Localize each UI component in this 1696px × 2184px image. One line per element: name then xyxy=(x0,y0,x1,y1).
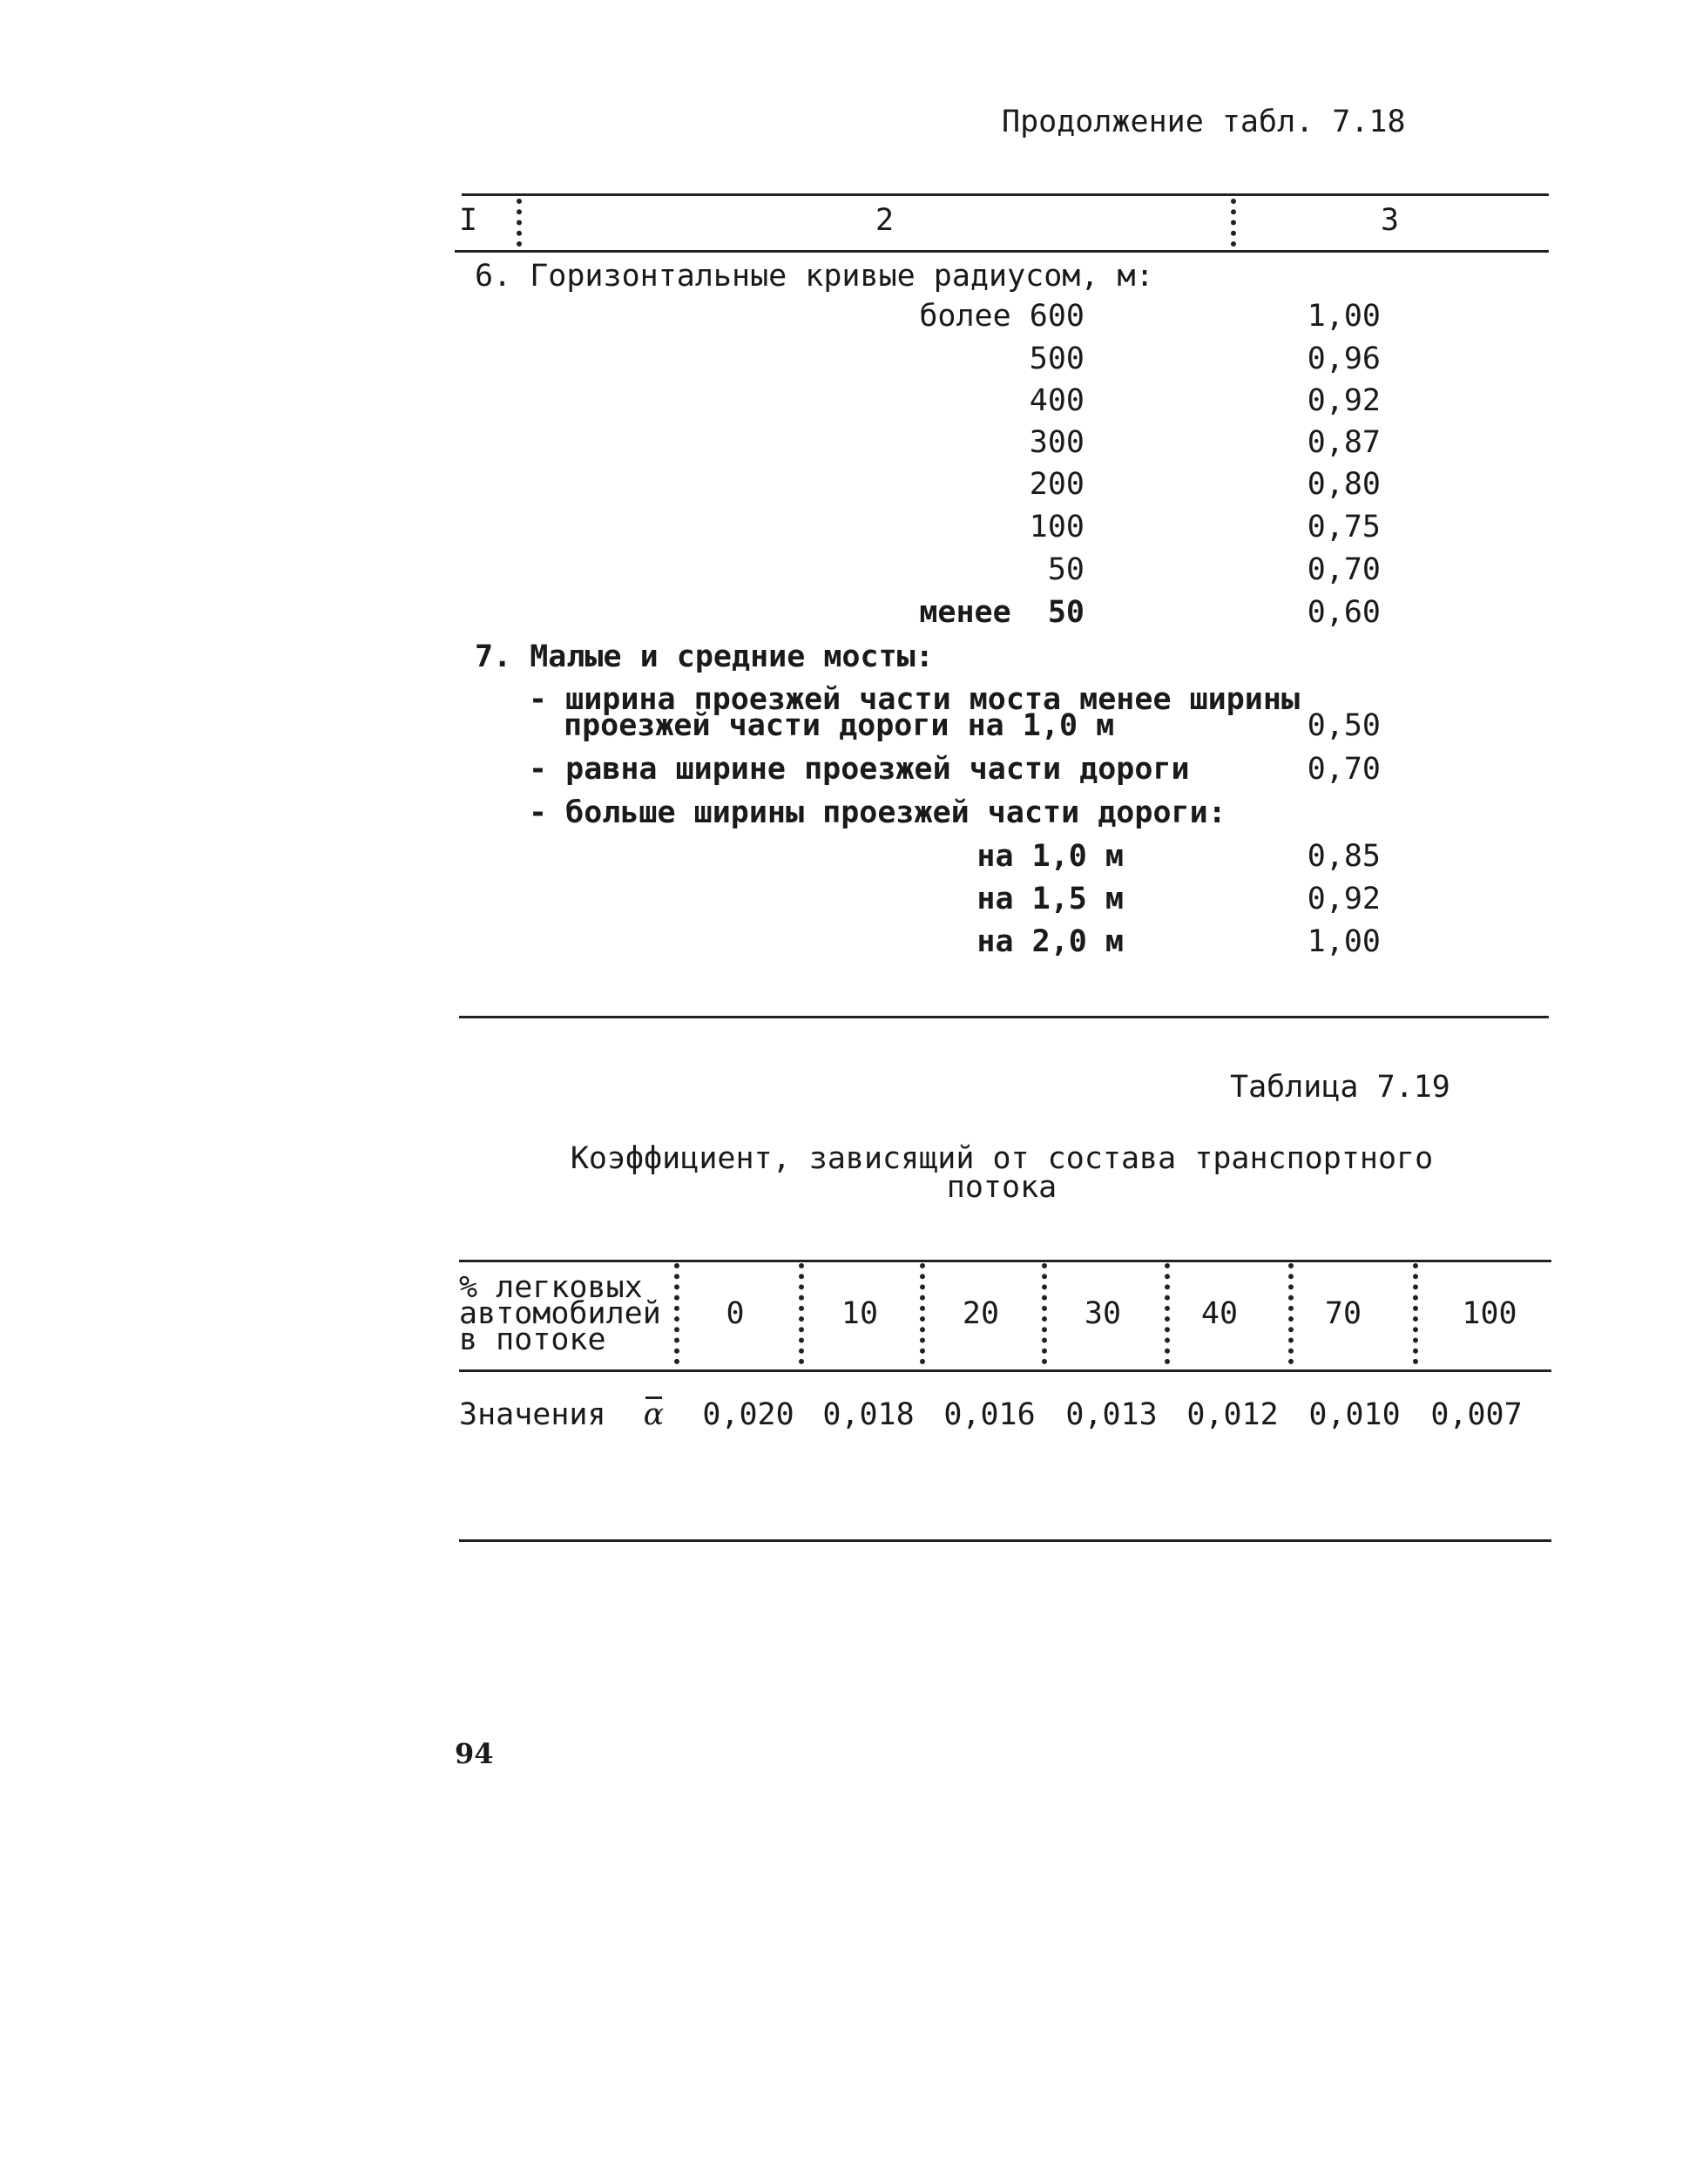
percent-cell: 10 xyxy=(841,1296,879,1331)
column-separator xyxy=(674,1263,679,1364)
section-7-title: 7. Малые и средние мосты: xyxy=(475,639,934,674)
section-6-title: 6. Горизонтальные кривые радиусом, м: xyxy=(475,259,1154,294)
column-separator xyxy=(1042,1263,1047,1364)
radius-label: 100 xyxy=(1029,510,1084,544)
table-number: Таблица 7.19 xyxy=(1230,1070,1450,1105)
row-header xyxy=(459,1270,661,1357)
row-header-line: % легковых xyxy=(459,1270,643,1305)
table-bottom-rule xyxy=(459,1539,1551,1542)
width-excess-label: на 1,0 м xyxy=(976,839,1124,874)
column-separator xyxy=(920,1263,925,1364)
percent-cell: 100 xyxy=(1462,1296,1517,1331)
value-cell: 0,018 xyxy=(822,1397,915,1432)
coefficient-value: 0,70 xyxy=(1307,552,1381,587)
percent-cell: 40 xyxy=(1200,1296,1239,1331)
continuation-caption: Продолжение табл. 7.18 xyxy=(1002,105,1406,139)
coefficient-value: 1,00 xyxy=(1307,924,1381,959)
value-cell: 0,012 xyxy=(1186,1397,1279,1432)
percent-cell: 20 xyxy=(962,1296,1000,1331)
coefficient-value: 0,50 xyxy=(1307,708,1381,743)
table-top-rule xyxy=(462,193,1549,196)
row-header-line: в потоке xyxy=(459,1322,606,1357)
radius-label: 200 xyxy=(1029,467,1084,502)
radius-label: 400 xyxy=(1029,383,1084,418)
header-bottom-rule xyxy=(459,1369,1551,1372)
width-excess-label: на 2,0 м xyxy=(976,924,1124,959)
coefficient-value: 0,92 xyxy=(1307,882,1381,916)
values-label-text: Значения xyxy=(459,1397,606,1432)
header-bottom-rule xyxy=(455,250,1549,253)
column-separator xyxy=(799,1263,804,1364)
bridge-item-2: - равна ширине проезжей части дороги xyxy=(529,752,1190,787)
radius-label: 300 xyxy=(1029,425,1084,460)
header-separator xyxy=(1231,199,1236,247)
value-cell: 0,016 xyxy=(943,1397,1036,1432)
table-title: Коэффициент, зависящий от состава транспортного xyxy=(570,1141,1434,1176)
row-header-line: автомобилей xyxy=(459,1296,661,1331)
coefficient-value: 0,70 xyxy=(1307,752,1381,787)
column-header: 2 xyxy=(875,203,895,238)
radius-label: более 600 xyxy=(919,299,1084,334)
table-title-continued: потока xyxy=(946,1170,1057,1205)
table-bottom-rule xyxy=(459,1016,1549,1018)
value-cell: 0,013 xyxy=(1065,1397,1158,1432)
values-label xyxy=(459,1397,665,1432)
value-cell: 0,020 xyxy=(702,1397,794,1432)
radius-label: 500 xyxy=(1029,341,1084,376)
coefficient-value: 1,00 xyxy=(1307,299,1381,334)
bridge-item-3: - больше ширины проезжей части дороги: xyxy=(529,795,1226,830)
coefficient-value: 0,96 xyxy=(1307,341,1381,376)
radius-label: менее 50 xyxy=(919,595,1084,630)
coefficient-value: 0,87 xyxy=(1307,425,1381,460)
coefficient-value: 0,80 xyxy=(1307,467,1381,502)
table-top-rule xyxy=(459,1260,1551,1262)
coefficient-value: 0,75 xyxy=(1307,510,1381,544)
column-header: I xyxy=(459,203,478,238)
percent-cell: 70 xyxy=(1324,1296,1362,1331)
alpha-bar-symbol: α xyxy=(643,1397,665,1432)
column-separator xyxy=(1413,1263,1418,1364)
percent-cell: 30 xyxy=(1084,1296,1122,1331)
coefficient-value: 0,85 xyxy=(1307,839,1381,874)
coefficient-value: 0,92 xyxy=(1307,383,1381,418)
radius-label: 50 xyxy=(1047,552,1084,587)
percent-cell: 0 xyxy=(726,1296,745,1331)
value-cell: 0,010 xyxy=(1308,1397,1401,1432)
width-excess-label: на 1,5 м xyxy=(976,882,1124,916)
column-header: 3 xyxy=(1381,203,1400,238)
bridge-item-1: - ширина проезжей части моста менее ширины xyxy=(529,682,1301,717)
header-separator xyxy=(517,199,522,247)
bridge-item-1-continued: проезжей части дороги на 1,0 м xyxy=(564,708,1115,743)
page-number: 94 xyxy=(455,1737,494,1770)
value-cell: 0,007 xyxy=(1430,1397,1523,1432)
coefficient-value: 0,60 xyxy=(1307,595,1381,630)
